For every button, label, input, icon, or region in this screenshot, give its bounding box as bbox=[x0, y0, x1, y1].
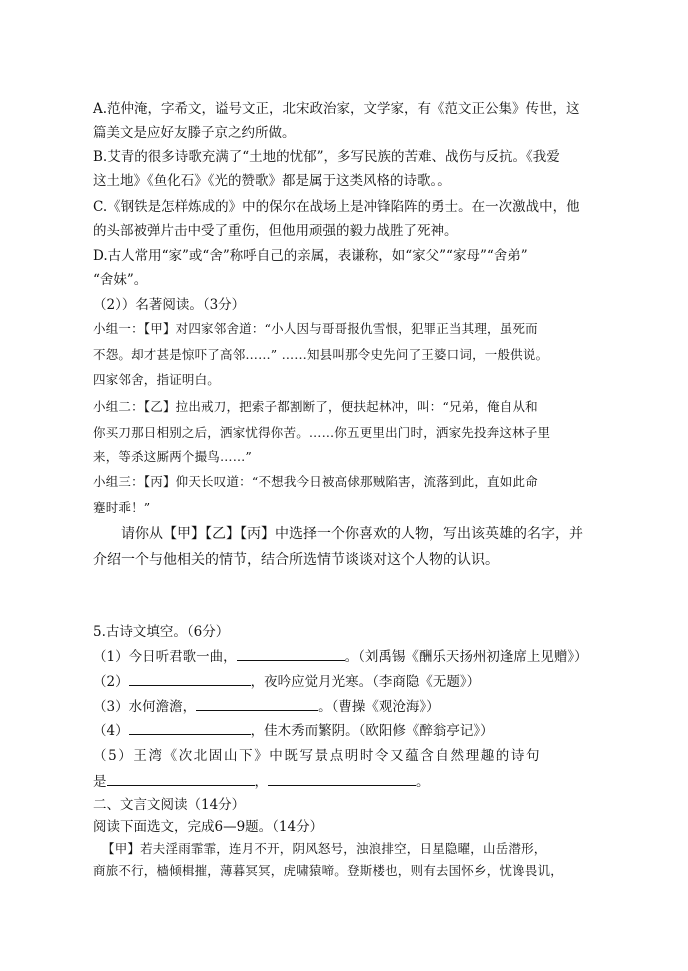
option-c-line-2: 的头部被弹片击中受了重伤，但他用顽强的毅力战胜了死神。 bbox=[93, 223, 458, 239]
group-1-line-3: 四家邻舍，指证明白。 bbox=[93, 372, 221, 387]
group-3-line-2: 蹇时乖！” bbox=[93, 500, 151, 515]
task-line-2: 介绍一个与他相关的情节，结合所选情节谈谈对这个人物的认识。 bbox=[93, 552, 499, 568]
task-line-1: 请你从【甲】【乙】【丙】中选择一个你喜欢的人物，写出该英雄的名字，并 bbox=[121, 526, 583, 542]
answer-blank-5[interactable] bbox=[107, 771, 255, 786]
fill-line-3-prefix: （3）水何澹澹， bbox=[93, 699, 197, 715]
answer-blank-2[interactable] bbox=[129, 671, 251, 686]
fill-line-1-suffix: 。（刘禹锡《酬乐天扬州初逢席上见赠》） bbox=[344, 649, 588, 665]
option-b-line-1: B.艾青的很多诗歌充满了“土地的忧郁”，多写民族的苦难、战伤与反抗。《我爱 bbox=[93, 149, 560, 165]
reading-instruction: 阅读下面选文，完成6—9题。（14分） bbox=[93, 819, 324, 835]
fill-line-4-prefix: （4） bbox=[93, 723, 129, 739]
fill-line-6-period: 。 bbox=[416, 774, 430, 790]
fill-line-2 bbox=[93, 671, 480, 693]
fill-line-2-suffix: ，夜吟应觉月光寒。（李商隐《无题》） bbox=[250, 674, 481, 690]
option-a-line-1: A.范仲淹，字希文，谥号文正，北宋政治家，文学家，有《范文正公集》传世，这 bbox=[93, 101, 580, 117]
section-5-title: 5.古诗文填空。（6分） bbox=[93, 624, 230, 640]
answer-blank-6[interactable] bbox=[268, 771, 416, 786]
passage-line-2: 商旅不行，樯倾楫摧，薄暮冥冥，虎啸猿啼。登斯楼也，则有去国怀乡，忧谗畏讥， bbox=[93, 863, 563, 878]
question-2-title: （2））名著阅读。（3分） bbox=[93, 297, 246, 313]
answer-blank-4[interactable] bbox=[129, 720, 251, 735]
option-b-line-2: 这土地》《鱼化石》《光的赞歌》都是属于这类风格的诗歌。。 bbox=[93, 173, 451, 189]
fill-line-3-suffix: 。（曹操《观沧海》） bbox=[318, 699, 440, 715]
answer-blank-3[interactable] bbox=[196, 696, 318, 711]
fill-line-6-prefix: 是 bbox=[93, 774, 107, 790]
fill-line-5: （5）王湾《次北固山下》中既写景点明时令又蕴含自然理趣的诗句 bbox=[93, 748, 542, 764]
fill-line-4 bbox=[93, 720, 494, 742]
group-3-line-1: 小组三：【丙】仰天长叹道：“不想我今日被高俅那贼陷害，流落到此，直如此命 bbox=[93, 474, 538, 489]
section-2-title: 二、文言文阅读（14分） bbox=[93, 797, 246, 813]
fill-line-6-comma: ， bbox=[254, 774, 268, 790]
fill-line-1-prefix: （1）今日听君歌一曲， bbox=[93, 649, 237, 665]
option-a-line-2: 篇美文是应好友滕子京之约所做。 bbox=[93, 125, 296, 141]
option-c-line-1: C.《钢铁是怎样炼成的》中的保尔在战场上是冲锋陷阵的勇士。在一次激战中，他 bbox=[93, 199, 580, 215]
fill-line-6 bbox=[93, 771, 430, 793]
fill-line-4-suffix: ，佳木秀而繁阴。（欧阳修《醉翁亭记》） bbox=[250, 723, 494, 739]
fill-line-2-prefix: （2） bbox=[93, 674, 129, 690]
group-2-line-3: 来，等杀这厮两个撮鸟……” bbox=[93, 449, 252, 464]
group-2-line-2: 你买刀那日相别之后，洒家忧得你苦。……你五更里出门时，洒家先投奔这林子里 bbox=[93, 425, 551, 440]
group-2-line-1: 小组二：【乙】拉出戒刀，把索子都割断了，便扶起林冲，叫：“兄弟，俺自从和 bbox=[93, 399, 538, 414]
answer-blank-1[interactable] bbox=[237, 646, 345, 661]
passage-line-1: 【甲】若夫淫雨霏霏，连月不开，阴风怒号，浊浪排空，日星隐曜，山岳潜形， bbox=[102, 841, 547, 856]
group-1-line-1: 小组一：【甲】对四家邻舍道：“小人因与哥哥报仇雪恨，犯罪正当其理，虽死而 bbox=[93, 321, 538, 336]
group-1-line-2: 不怨。却才甚是惊吓了高邻……” ……知县叫那令史先问了王婆口词，一般供说。 bbox=[93, 347, 549, 362]
option-d-line-2: “舍妹”。 bbox=[93, 272, 148, 288]
fill-line-1 bbox=[93, 646, 588, 668]
option-d-line-1: D.古人常用“家”或“舍”称呼自己的亲属，表谦称，如“家父”“家母”“舍弟” bbox=[93, 248, 528, 264]
fill-line-3 bbox=[93, 696, 440, 718]
